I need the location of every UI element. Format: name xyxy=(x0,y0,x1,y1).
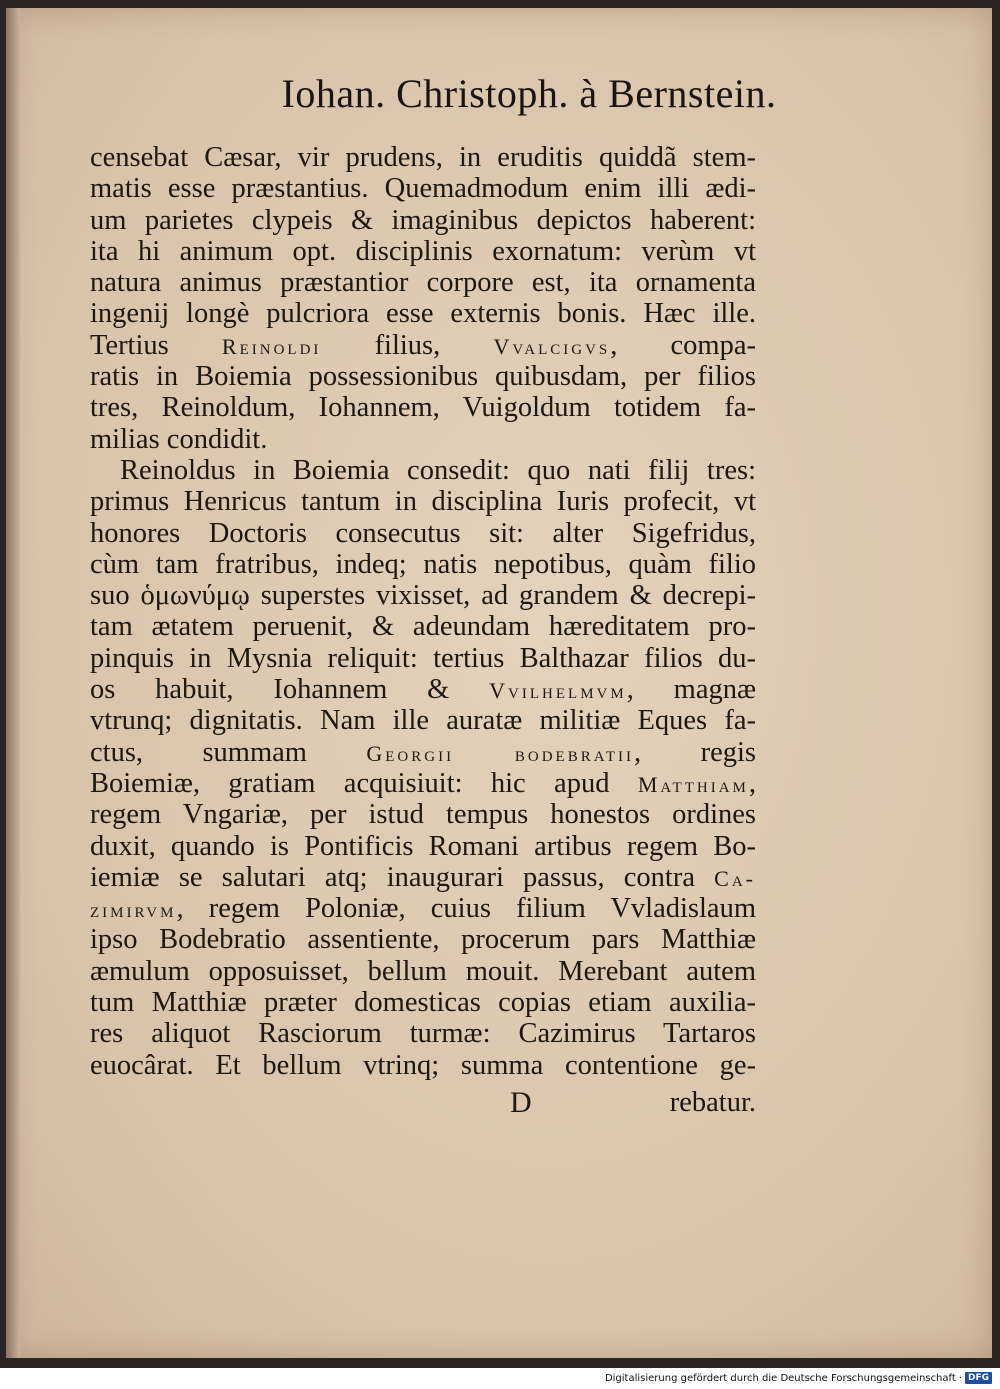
signature-mark: D xyxy=(510,1085,532,1119)
text-line xyxy=(90,518,756,549)
text-run: Tertius xyxy=(90,329,222,361)
text-line xyxy=(90,705,756,736)
text-line xyxy=(90,173,756,204)
text-line xyxy=(90,580,756,611)
text-line xyxy=(90,768,756,799)
text-line xyxy=(90,924,756,955)
dfg-logo-icon: DFG xyxy=(965,1372,992,1384)
small-caps-name: Georgii bodebratii xyxy=(366,740,635,766)
text-run: ctus, summam xyxy=(90,736,367,768)
body-text xyxy=(90,142,756,1123)
text-run: Boiemiæ, gratiam acquisiuit: hic apud xyxy=(90,767,638,799)
catchword: rebatur. xyxy=(669,1086,756,1118)
text-line xyxy=(90,205,756,236)
text-line xyxy=(90,956,756,987)
credit-text: Digitalisierung gefördert durch die Deutsche Forschungsgemeinschaft xyxy=(604,1372,956,1384)
text-run: suo ὁμωνύμῳ superstes vixisset, ad grandem & decrepi- xyxy=(90,580,756,612)
digitization-credit xyxy=(605,1369,992,1387)
text-run: res aliquot Rasciorum turmæ: Cazimirus Tartaros xyxy=(90,1018,756,1050)
text-line xyxy=(90,424,756,455)
text-run: os habuit, Iohannem & xyxy=(90,674,490,706)
text-run: tam ætatem peruenit, & adeundam hæreditatem pro- xyxy=(90,611,756,643)
text-run: cùm tam fratribus, indeq; natis nepotibus, quàm filio xyxy=(90,548,756,580)
small-caps-name: Matthiam xyxy=(637,771,749,797)
text-line xyxy=(90,611,756,642)
text-line xyxy=(90,236,756,267)
text-line xyxy=(90,799,756,830)
text-line xyxy=(90,1018,756,1049)
text-line xyxy=(90,549,756,580)
text-line xyxy=(90,361,756,392)
text-run: tum Matthiæ præter domesticas copias etiam auxilia- xyxy=(90,987,756,1019)
text-run: natura animus præstantior corpore est, ita ornamenta xyxy=(90,267,756,299)
text-line xyxy=(90,392,756,423)
text-run: tres, Reinoldum, Iohannem, Vuigoldum totidem fa- xyxy=(90,392,756,424)
text-line xyxy=(90,486,756,517)
text-run: , xyxy=(748,767,756,799)
text-run: pinquis in Mysnia reliquit: tertius Balthazar filios du- xyxy=(90,642,756,674)
text-run: primus Henricus tantum in disciplina Iuris profecit, vt xyxy=(90,486,756,518)
text-line xyxy=(90,674,756,705)
text-line xyxy=(90,862,756,893)
credit-separator: · xyxy=(958,1372,962,1384)
text-run: ratis in Boiemia possessionibus quibusdam, per filios xyxy=(90,361,756,393)
text-line xyxy=(90,737,756,768)
text-line xyxy=(90,643,756,674)
text-run: euocârat. Et bellum vtrinq; summa contentione ge- xyxy=(90,1049,756,1081)
page-gutter xyxy=(6,8,20,1358)
text-run: um parietes clypeis & imaginibus depictos haberent: xyxy=(90,204,756,236)
text-run: æmulum opposuisset, bellum mouit. Merebant autem xyxy=(90,955,756,987)
text-run: ipso Bodebratio assentiente, procerum pars Matthiæ xyxy=(90,924,756,956)
text-run: regem Vngariæ, per istud tempus honestos ordines xyxy=(90,799,756,831)
text-run: filius, xyxy=(321,329,494,361)
running-head: Iohan. Christoph. à Bernstein. xyxy=(281,71,777,116)
small-caps-name: Ca- xyxy=(714,865,756,891)
text-line xyxy=(90,987,756,1018)
text-run: milias condidit. xyxy=(90,423,268,455)
text-line xyxy=(90,893,756,924)
text-line xyxy=(90,1050,756,1081)
text-run: iemiæ se salutari atq; inaugurari passus, contra xyxy=(90,861,715,893)
text-line xyxy=(90,298,756,329)
text-line xyxy=(90,831,756,862)
text-run: matis esse præstantius. Quemadmodum enim illi ædi- xyxy=(90,173,756,205)
text-run: ita hi animum opt. disciplinis exornatum: verùm vt xyxy=(90,235,756,267)
small-caps-name: zimirvm xyxy=(90,897,177,923)
small-caps-name: Vvalcigvs xyxy=(493,333,611,359)
text-line xyxy=(90,267,756,298)
text-line xyxy=(90,330,756,361)
text-run: censebat Cæsar, vir prudens, in eruditis quiddã stem- xyxy=(90,142,756,173)
text-run: honores Doctoris consecutus sit: alter Sigefridus, xyxy=(90,517,756,549)
text-line xyxy=(90,455,756,486)
text-run: ingenij longè pulcriora esse externis bonis. Hæc ille. xyxy=(90,298,756,330)
text-run: duxit, quando is Pontificis Romani artibus regem Bo- xyxy=(90,830,756,862)
small-caps-name: Vvilhelmvm xyxy=(489,678,627,704)
text-run: , compa- xyxy=(610,329,756,361)
text-run: , regem Poloniæ, cuius filium Vvladislaum xyxy=(176,893,756,925)
text-run: Reinoldus in Boiemia consedit: quo nati filij tres: xyxy=(120,454,756,486)
text-run: , regis xyxy=(634,736,756,768)
text-run: , magnæ xyxy=(626,674,756,706)
book-page xyxy=(6,8,992,1358)
text-line xyxy=(90,142,756,173)
page-footer xyxy=(90,1083,756,1123)
text-run: vtrunq; dignitatis. Nam ille auratæ militiæ Eques fa- xyxy=(90,705,756,737)
small-caps-name: Reinoldi xyxy=(221,333,322,359)
